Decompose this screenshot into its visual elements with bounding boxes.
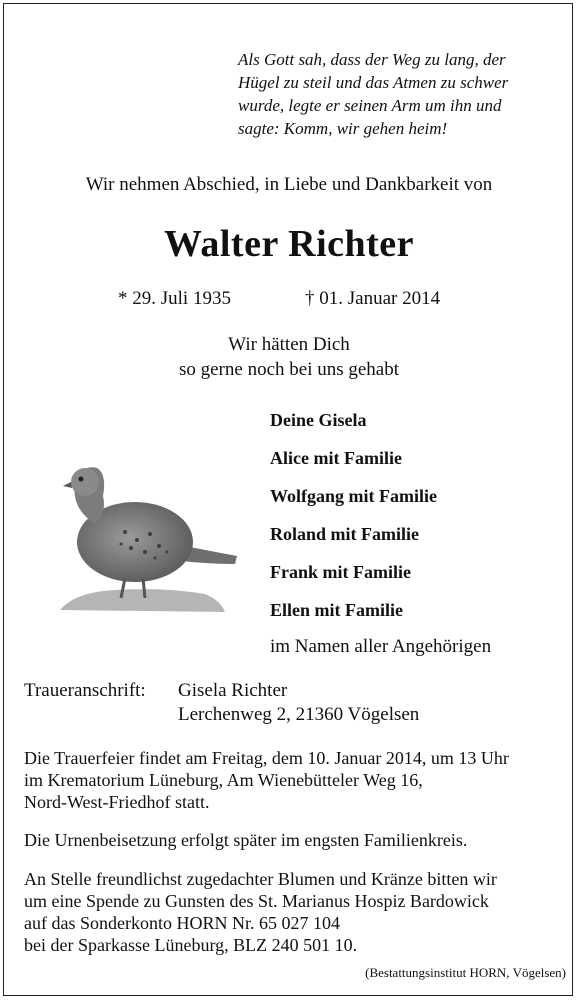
mourning-line: Wir hätten Dich	[228, 334, 350, 355]
address-street: Lerchenweg 2, 21360 Vögelsen	[178, 704, 420, 725]
family-member: Alice mit Familie	[270, 448, 402, 468]
poem-line: sagte: Komm, wir gehen heim!	[238, 119, 448, 138]
ceremony-line: Die Trauerfeier findet am Freitag, dem 10. Januar 2014, um 13 Uhr	[24, 748, 509, 768]
pigeon-image	[55, 452, 245, 617]
ceremony-line: im Krematorium Lüneburg, Am Wienebütteler Weg 16,	[24, 770, 423, 790]
mourning-text	[0, 332, 578, 382]
poem-line: wurde, legte er seinen Arm um ihn und	[238, 96, 502, 115]
donation-line: auf das Sonderkonto HORN Nr. 65 027 104	[24, 913, 340, 933]
family-member: Ellen mit Familie	[270, 600, 403, 620]
family-member: Roland mit Familie	[270, 524, 419, 544]
birth-date: * 29. Juli 1935	[118, 288, 231, 309]
deceased-name: Walter Richter	[163, 223, 415, 265]
address-label: Traueranschrift:	[24, 680, 146, 701]
poem-line: Hügel zu steil und das Atmen zu schwer	[238, 73, 509, 92]
family-member: Deine Gisela	[270, 410, 367, 430]
poem	[238, 48, 508, 140]
donation-line: um eine Spende zu Gunsten des St. Marianus Hospiz Bardowick	[24, 891, 489, 911]
donation-line: bei der Sparkasse Lüneburg, BLZ 240 501 10.	[24, 935, 358, 955]
ceremony-line: Nord-West-Friedhof statt.	[24, 792, 210, 812]
donation-line: An Stelle freundlichst zugedachter Blumen und Kränze bitten wir	[24, 869, 497, 889]
poem-line: Als Gott sah, dass der Weg zu lang, der	[238, 50, 506, 69]
address-name: Gisela Richter	[178, 680, 288, 701]
death-date: † 01. Januar 2014	[305, 288, 441, 309]
funeral-home-credit: (Bestattungsinstitut HORN, Vögelsen)	[365, 965, 566, 980]
donation-notice	[24, 868, 564, 956]
relatives-line: im Namen aller Angehörigen	[270, 636, 492, 657]
ceremony-notice	[24, 747, 564, 813]
family-member: Wolfgang mit Familie	[270, 486, 437, 506]
mourning-line: so gerne noch bei uns gehabt	[178, 359, 400, 380]
intro-text: Wir nehmen Abschied, in Liebe und Dankbarkeit von	[85, 174, 493, 195]
urn-notice: Die Urnenbeisetzung erfolgt später im engsten Familienkreis.	[24, 830, 468, 850]
family-member: Frank mit Familie	[270, 562, 411, 582]
